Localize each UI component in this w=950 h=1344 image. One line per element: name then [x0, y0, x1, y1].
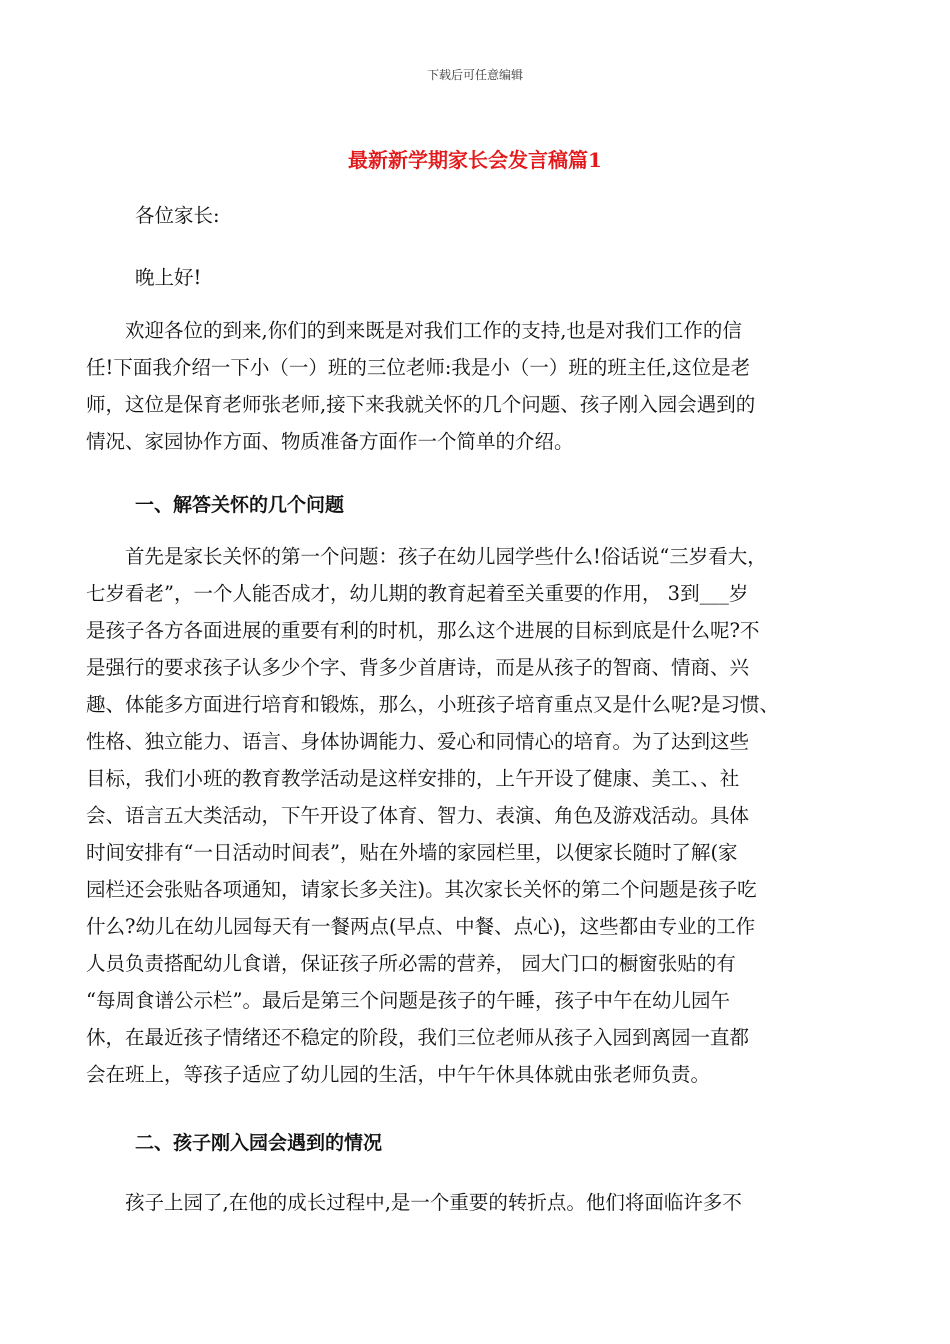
paragraph-line: 任!下面我介绍一下小（一）班的三位老师:我是小（一）班的班主任,这位是老	[86, 356, 751, 379]
section-heading-2: 二、孩子刚入园会遇到的情况	[135, 1132, 383, 1154]
paragraph-line: 会、语言五大类活动，下午开设了体育、智力、表演、角色及游戏活动。具体	[86, 804, 750, 827]
paragraph-line: 目标，我们小班的教育教学活动是这样安排的，上午开设了健康、美工、、社	[86, 767, 740, 790]
paragraph-line: 趣、体能多方面进行培育和锻炼，那么，小班孩子培育重点又是什么呢?是习惯、	[86, 693, 779, 716]
paragraph-line: 性格、独立能力、语言、身体协调能力、爱心和同情心的培育。为了达到这些	[86, 730, 750, 753]
paragraph-line: “每周食谱公示栏”。最后是第三个问题是孩子的午睡，孩子中午在幼儿园午	[86, 989, 730, 1012]
paragraph-line: 情况、家园协作方面、物质准备方面作一个简单的介绍。	[86, 430, 574, 453]
paragraph-line: 园栏还会张贴各项通知，请家长多关注)。其次家长关怀的第二个问题是孩子吃	[86, 878, 757, 901]
paragraph-line: 是孩子各方各面进展的重要有利的时机，那么这个进展的目标到底是什么呢?不	[86, 619, 760, 642]
greeting-line: 各位家长:	[135, 204, 220, 227]
paragraph-line: 人员负责搭配幼儿食谱，保证孩子所必需的营养， 园大门口的橱窗张贴的有	[86, 952, 736, 975]
paragraph-line: 师，这位是保育老师张老师,接下来我就关怀的几个问题、孩子刚入园会遇到的	[86, 393, 756, 416]
paragraph-line: 时间安排有“一日活动时间表”，贴在外墙的家园栏里，以便家长随时了解(家	[86, 841, 738, 864]
paragraph-line: 首先是家长关怀的第一个问题：孩子在幼儿园学些什么!俗话说“三岁看大，	[86, 545, 767, 568]
paragraph-line: 休，在最近孩子情绪还不稳定的阶段，我们三位老师从孩子入园到离园一直都	[86, 1026, 750, 1049]
section1-paragraph	[86, 538, 868, 1093]
section2-paragraph	[86, 1184, 868, 1221]
paragraph-line: 七岁看老”，一个人能否成才，幼儿期的教育起着至关重要的作用， 3到___岁	[86, 582, 749, 605]
paragraph-line: 欢迎各位的到来,你们的到来既是对我们工作的支持,也是对我们工作的信	[86, 319, 742, 342]
page-header: 下载后可任意编辑	[426, 68, 523, 82]
paragraph-line: 会在班上，等孩子适应了幼儿园的生活，中午午休具体就由张老师负责。	[86, 1063, 711, 1086]
intro-paragraph	[86, 312, 868, 460]
document-title: 最新新学期家长会发言稿篇1	[348, 148, 602, 172]
paragraph-line: 孩子上园了,在他的成长过程中,是一个重要的转折点。他们将面临许多不	[86, 1191, 742, 1214]
evening-greeting-line: 晚上好!	[135, 266, 202, 289]
paragraph-line: 是强行的要求孩子认多少个字、背多少首唐诗，而是从孩子的智商、情商、兴	[86, 656, 750, 679]
section-heading-1: 一、解答关怀的几个问题	[135, 494, 345, 516]
paragraph-line: 什么?幼儿在幼儿园每天有一餐两点(早点、中餐、点心)，这些都由专业的工作	[86, 915, 756, 938]
